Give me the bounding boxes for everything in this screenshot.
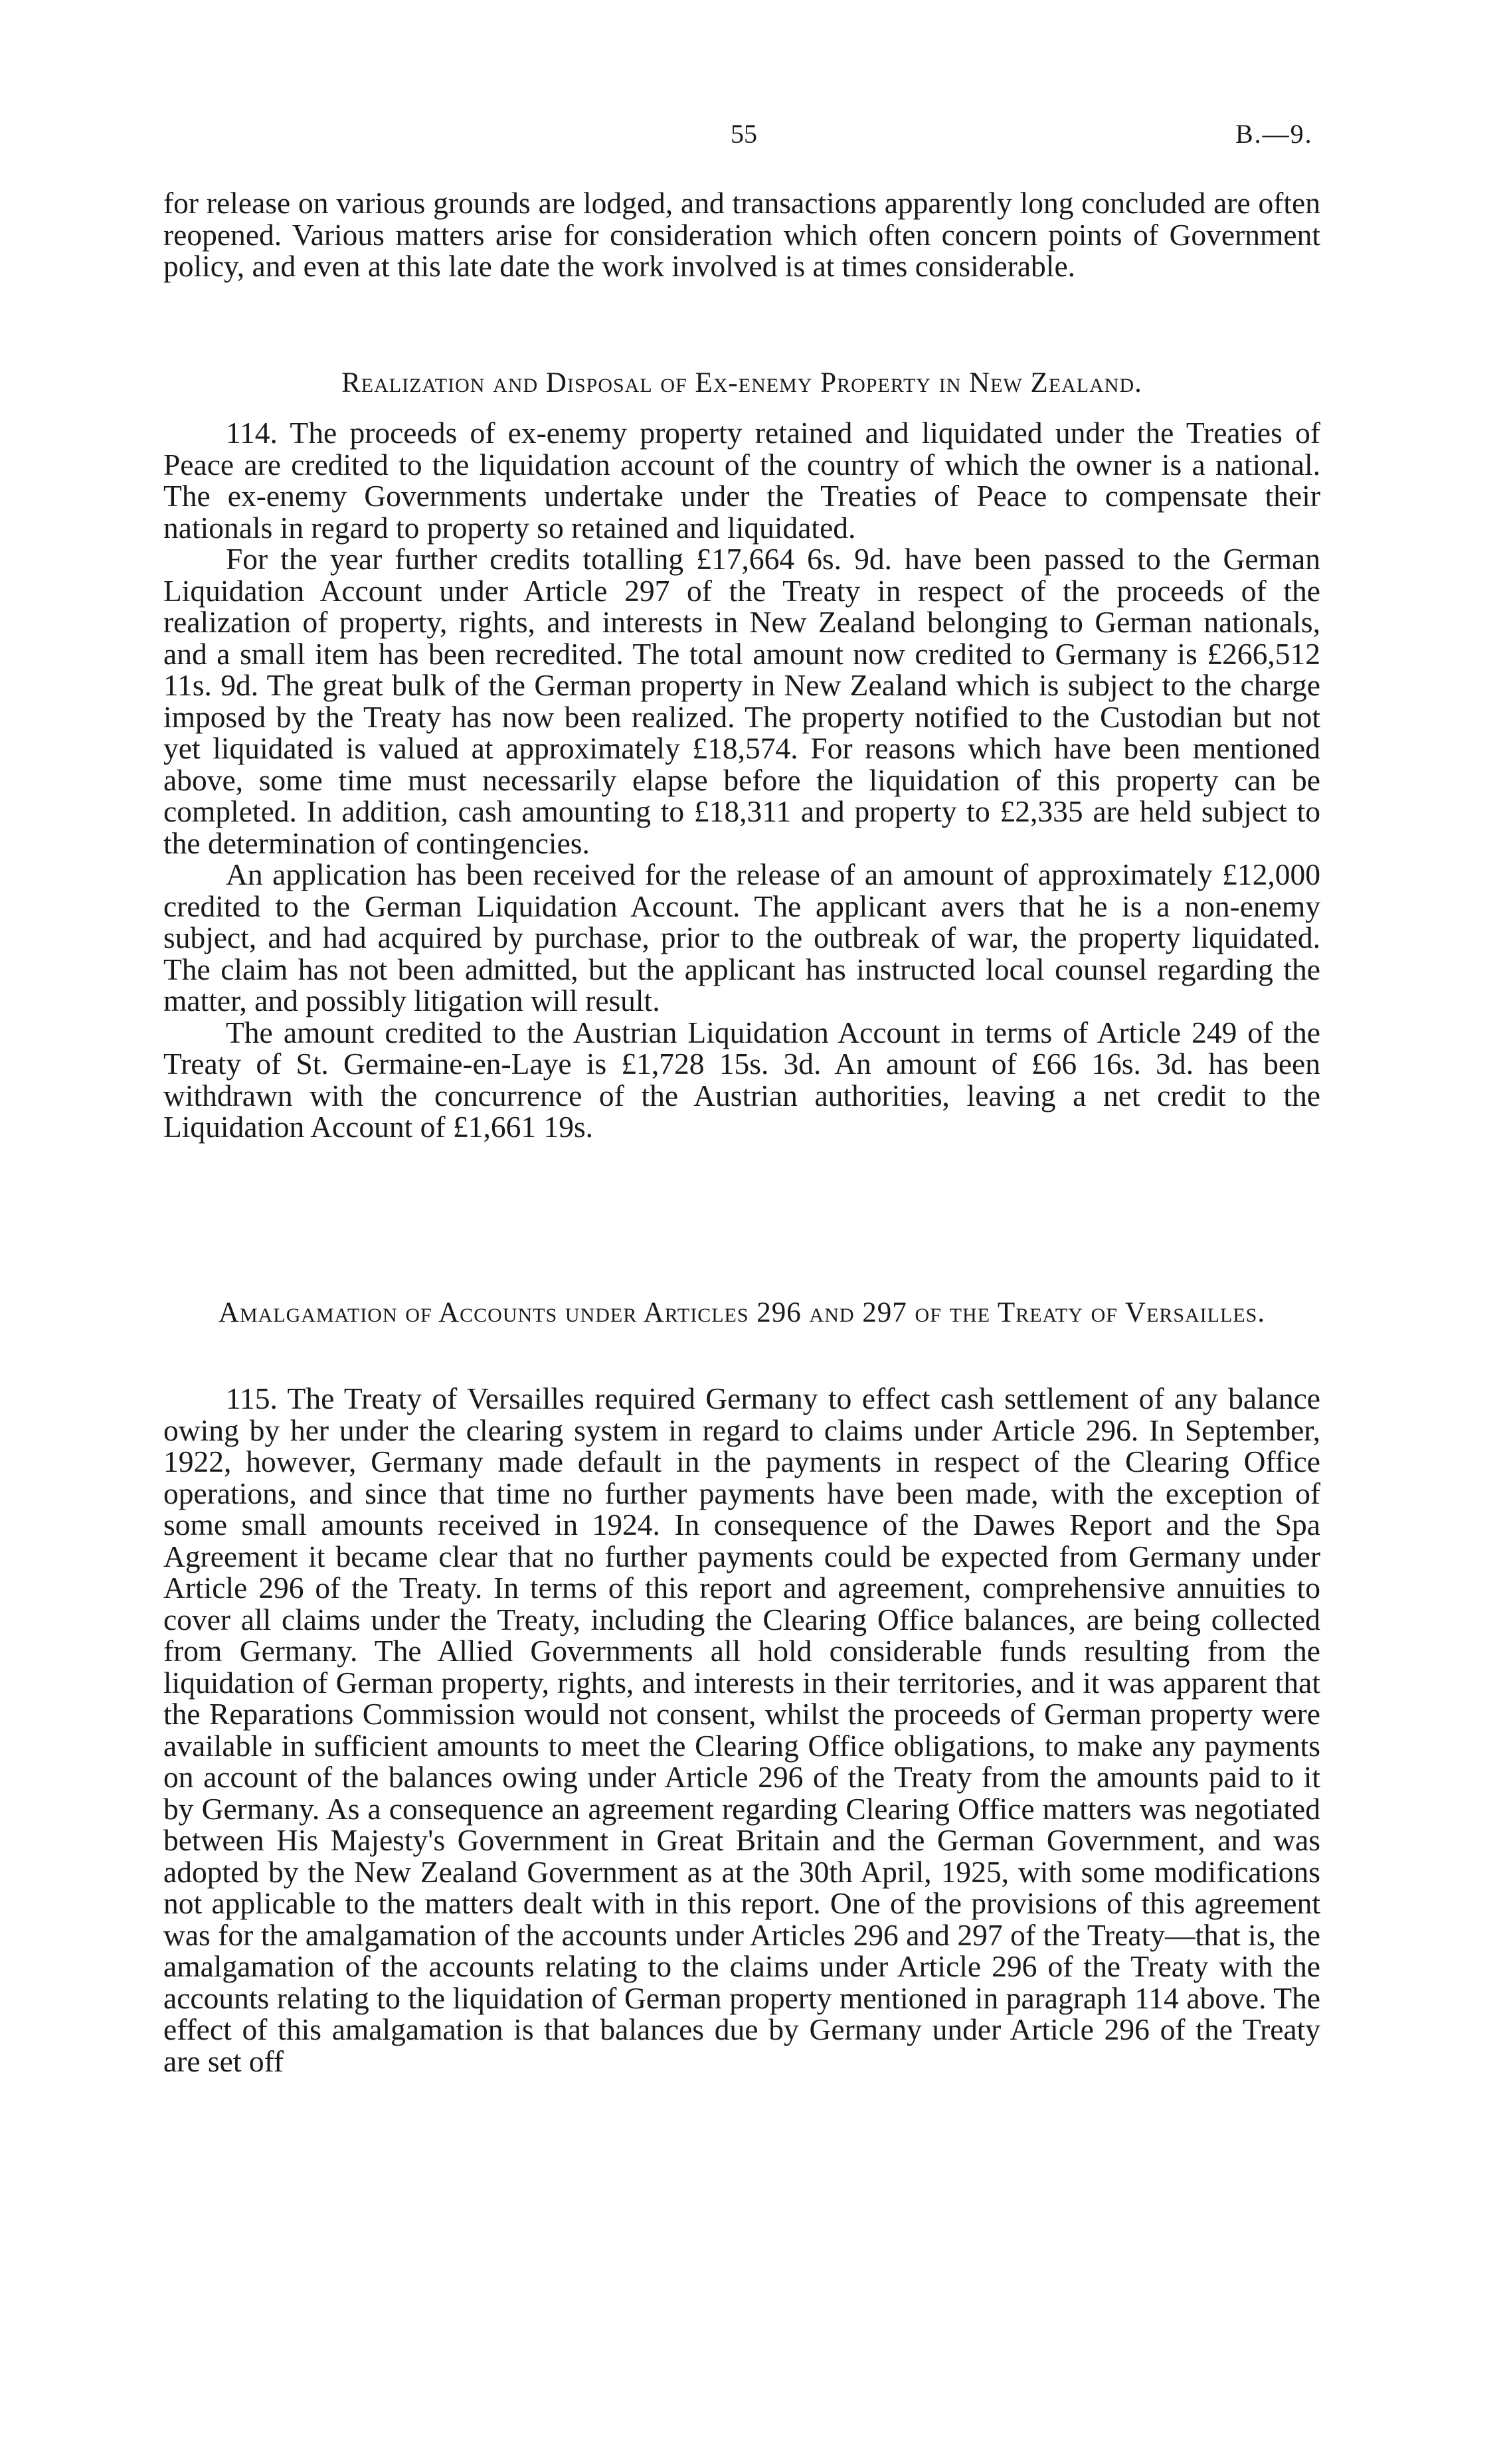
section-heading-amalgamation: Amalgamation of Accounts under Articles 296 and 297 of the Treaty of Versailles.	[218, 1297, 1266, 1328]
section-heading-realization: Realization and Disposal of Ex-enemy Property in New Zealand.	[341, 367, 1142, 398]
paragraph-application: An application has been received for the release of an amount of approximately £12,000 credited to the German Liquidation Account. The applicant avers that he is a non-enemy subject, and had acquired by purchase, prior to the outbreak of war, the property liquidated. The claim has not been admitted, but the applicant has instructed local counsel regarding the matter, and possibly litigation will result.	[163, 857, 1320, 1017]
section-realization-body	[163, 417, 1320, 1143]
paragraph-115: 115. The Treaty of Versailles required Germany to effect cash settlement of any balance owing by her under the clearing system in regard to claims under Article 296. In September, 1922, however, Germany made default in the payments in respect of the Clearing Office operations, and since that time no further payments have been made, with the exception of some small amounts received in 1924. In consequence of the Dawes Report and the Spa Agreement it became clear that no further payments could be expected from Germany under Article 296 of the Treaty. In terms of this report and agreement, comprehensive annuities to cover all claims under the Treaty, including the Clearing Office balances, are being collected from Germany. The Allied Governments all hold considerable funds resulting from the liquidation of German property, rights, and interests in their territories, and it was apparent that the Reparations Commission would not consent, whilst the proceeds of German property were available in sufficient amounts to meet the Clearing Office obligations, to make any payments on account of the balances owing under Article 296 of the Treaty from the amounts paid to it by Germany. As a consequence an agreement regarding Clearing Office matters was negotiated between His Majesty's Government in Great Britain and the German Government, and was adopted by the New Zealand Government as at the 30th April, 1925, with some modifications not applicable to the matters dealt with in this report. One of the provisions of this agreement was for the amalgamation of the accounts under Articles 296 and 297 of the Treaty—that is, the amalgamation of the accounts relating to the claims under Article 296 of the Treaty with the accounts relating to the liquidation of German property mentioned in paragraph 114 above. The effect of this amalgamation is that balances due by Germany under Article 296 of the Treaty are set off	[163, 1381, 1320, 2078]
paragraph-german-credits: For the year further credits totalling £17,664 6s. 9d. have been passed to the German Liquidation Account under Article 297 of the Treaty in respect of the proceeds of the realization of property, rights, and interests in New Zealand belonging to German nationals, and a small item has been recredited. The total amount now credited to Germany is £266,512 11s. 9d. The great bulk of the German property in New Zealand which is subject to the charge imposed by the Treaty has now been realized. The property notified to the Custodian but not yet liquidated is valued at approximately £18,574. For reasons which have been mentioned above, some time must necessarily elapse before the liquidation of this property can be completed. In addition, cash amounting to £18,311 and property to £2,335 are held subject to the determination of contingencies.	[163, 542, 1320, 860]
section-amalgamation-body	[163, 1383, 1320, 2077]
page-number: 55	[731, 119, 757, 149]
document-reference: B.—9.	[1235, 119, 1313, 149]
intro-paragraph-block	[163, 187, 1320, 282]
paragraph-austrian-account: The amount credited to the Austrian Liquidation Account in terms of Article 249 of the Treaty of St. Germaine-en-Laye is £1,728 15s. 3d. An amount of £66 16s. 3d. has been withdrawn with the concurrence of the Austrian authorities, leaving a net credit to the Liquidation Account of £1,661 19s.	[163, 1015, 1320, 1144]
intro-paragraph: for release on various grounds are lodged, and transactions apparently long concluded are often reopened. Various matters arise for consideration which often concern points of Government policy, and even at this late date the work involved is at times considerable.	[163, 186, 1320, 283]
paragraph-114: 114. The proceeds of ex-enemy property retained and liquidated under the Treaties of Peace are credited to the liquidation account of the country of which the owner is a national. The ex-enemy Governments undertake under the Treaties of Peace to compensate their nationals in regard to property so retained and liquidated.	[163, 416, 1320, 545]
